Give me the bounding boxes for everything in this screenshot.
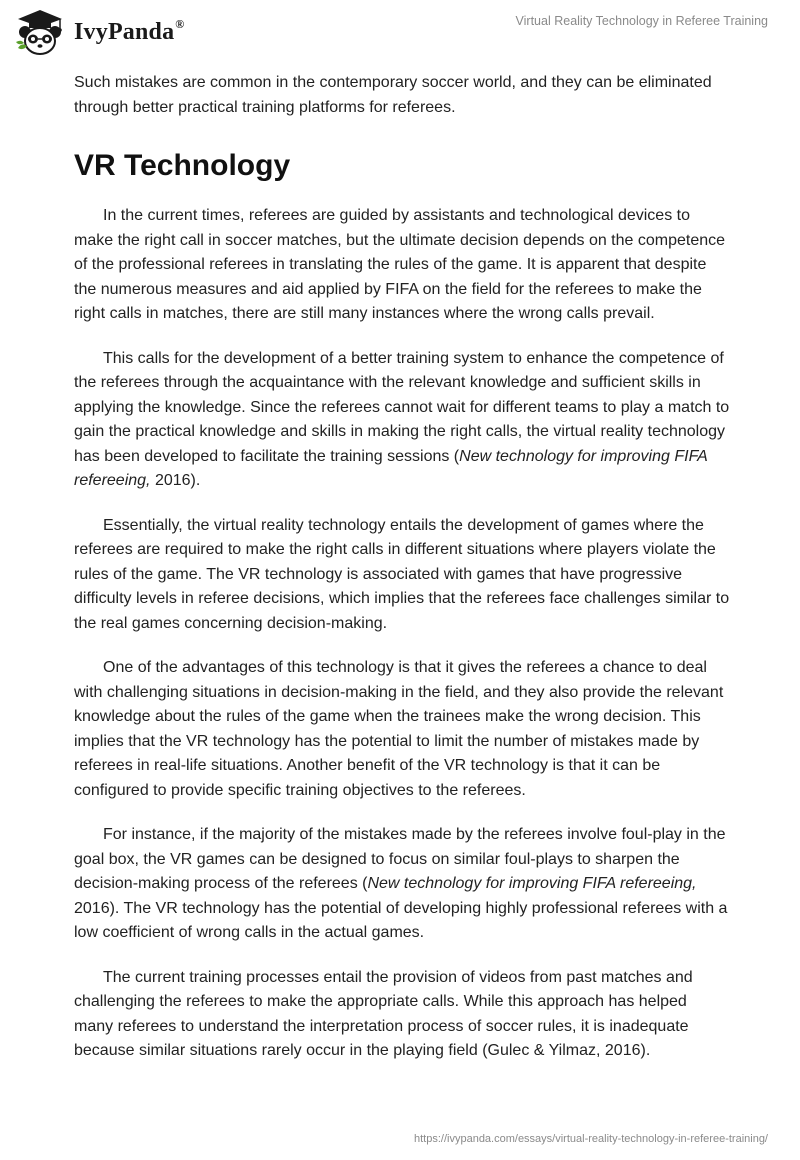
document-title: Virtual Reality Technology in Referee Training [515,14,768,28]
ivypanda-logo[interactable] [14,8,184,56]
page-header [0,0,800,64]
paragraph-3: Essentially, the virtual reality technology entails the development of games where the referees are required to make the right calls in different situations where players violate the rules of the game. The VR technology is associated with games that have progressive difficulty levels in referee decisions, which implies that the referees face challenges similar to the real games concerning decision-making. [74,516,730,632]
brand-name: IvyPanda® [74,16,185,45]
citation-title: New technology for improving FIFA refereeing, [367,875,697,892]
paragraph-5: For instance, if the majority of the mistakes made by the referees involve foul-play in the goal box, the VR games can be designed to focus on similar foul-plays to sharpen the decision-making process of the referees (New technology for improving FIFA refereeing, 2016). The VR technology has the potential of developing highly professional referees with a low coefficient of wrong calls in the actual games. [74,826,728,941]
paragraph-2: This calls for the development of a better training system to enhance the competence of the referees through the acquaintance with the relevant knowledge and sufficient skills in applying the knowledge. Since the referees cannot wait for different teams to play a match to gain the practical knowledge and skills in making the right calls, the virtual reality technology has been developed to facilitate the training sessions (New technology for improving FIFA refereeing, 2016). [74,349,730,489]
citation-title: New technology for improving FIFA refereeing, [74,447,708,489]
paragraph-1: In the current times, referees are guided by assistants and technological devices to make the right call in soccer matches, but the ultimate decision depends on the competence of the professional referees in translating the rules of the game. It is apparent that despite the numerous measures and aid applied by FIFA on the field for the referees to make the right calls in matches, there are still many instances where the wrong calls prevail. [74,207,726,322]
essay-body [74,71,730,1064]
paragraph-4: One of the advantages of this technology is that it gives the referees a chance to deal with challenging situations in decision-making in the field, and they also provide the relevant knowledge about the rules of the game when the trainees make the wrong decision. This implies that the VR technology has the potential to limit the number of mistakes made by referees in real-life situations. Another benefit of the VR technology is that it can be configured to provide specific training objectives to the referees. [74,659,724,799]
source-url[interactable]: https://ivypanda.com/essays/virtual-reality-technology-in-referee-training/ [414,1133,768,1145]
section-heading: VR Technology [74,149,291,182]
panda-graduate-icon [14,8,66,56]
intro-paragraph: Such mistakes are common in the contemporary soccer world, and they can be eliminated through better practical training platforms for referees. [74,74,712,116]
paragraph-6: The current training processes entail the provision of videos from past matches and challenging the referees to make the appropriate calls. While this approach has helped many referees to understand the interpretation process of soccer rules, it is inadequate because similar situations rarely occur in the playing field (Gulec & Yilmaz, 2016). [74,968,693,1059]
